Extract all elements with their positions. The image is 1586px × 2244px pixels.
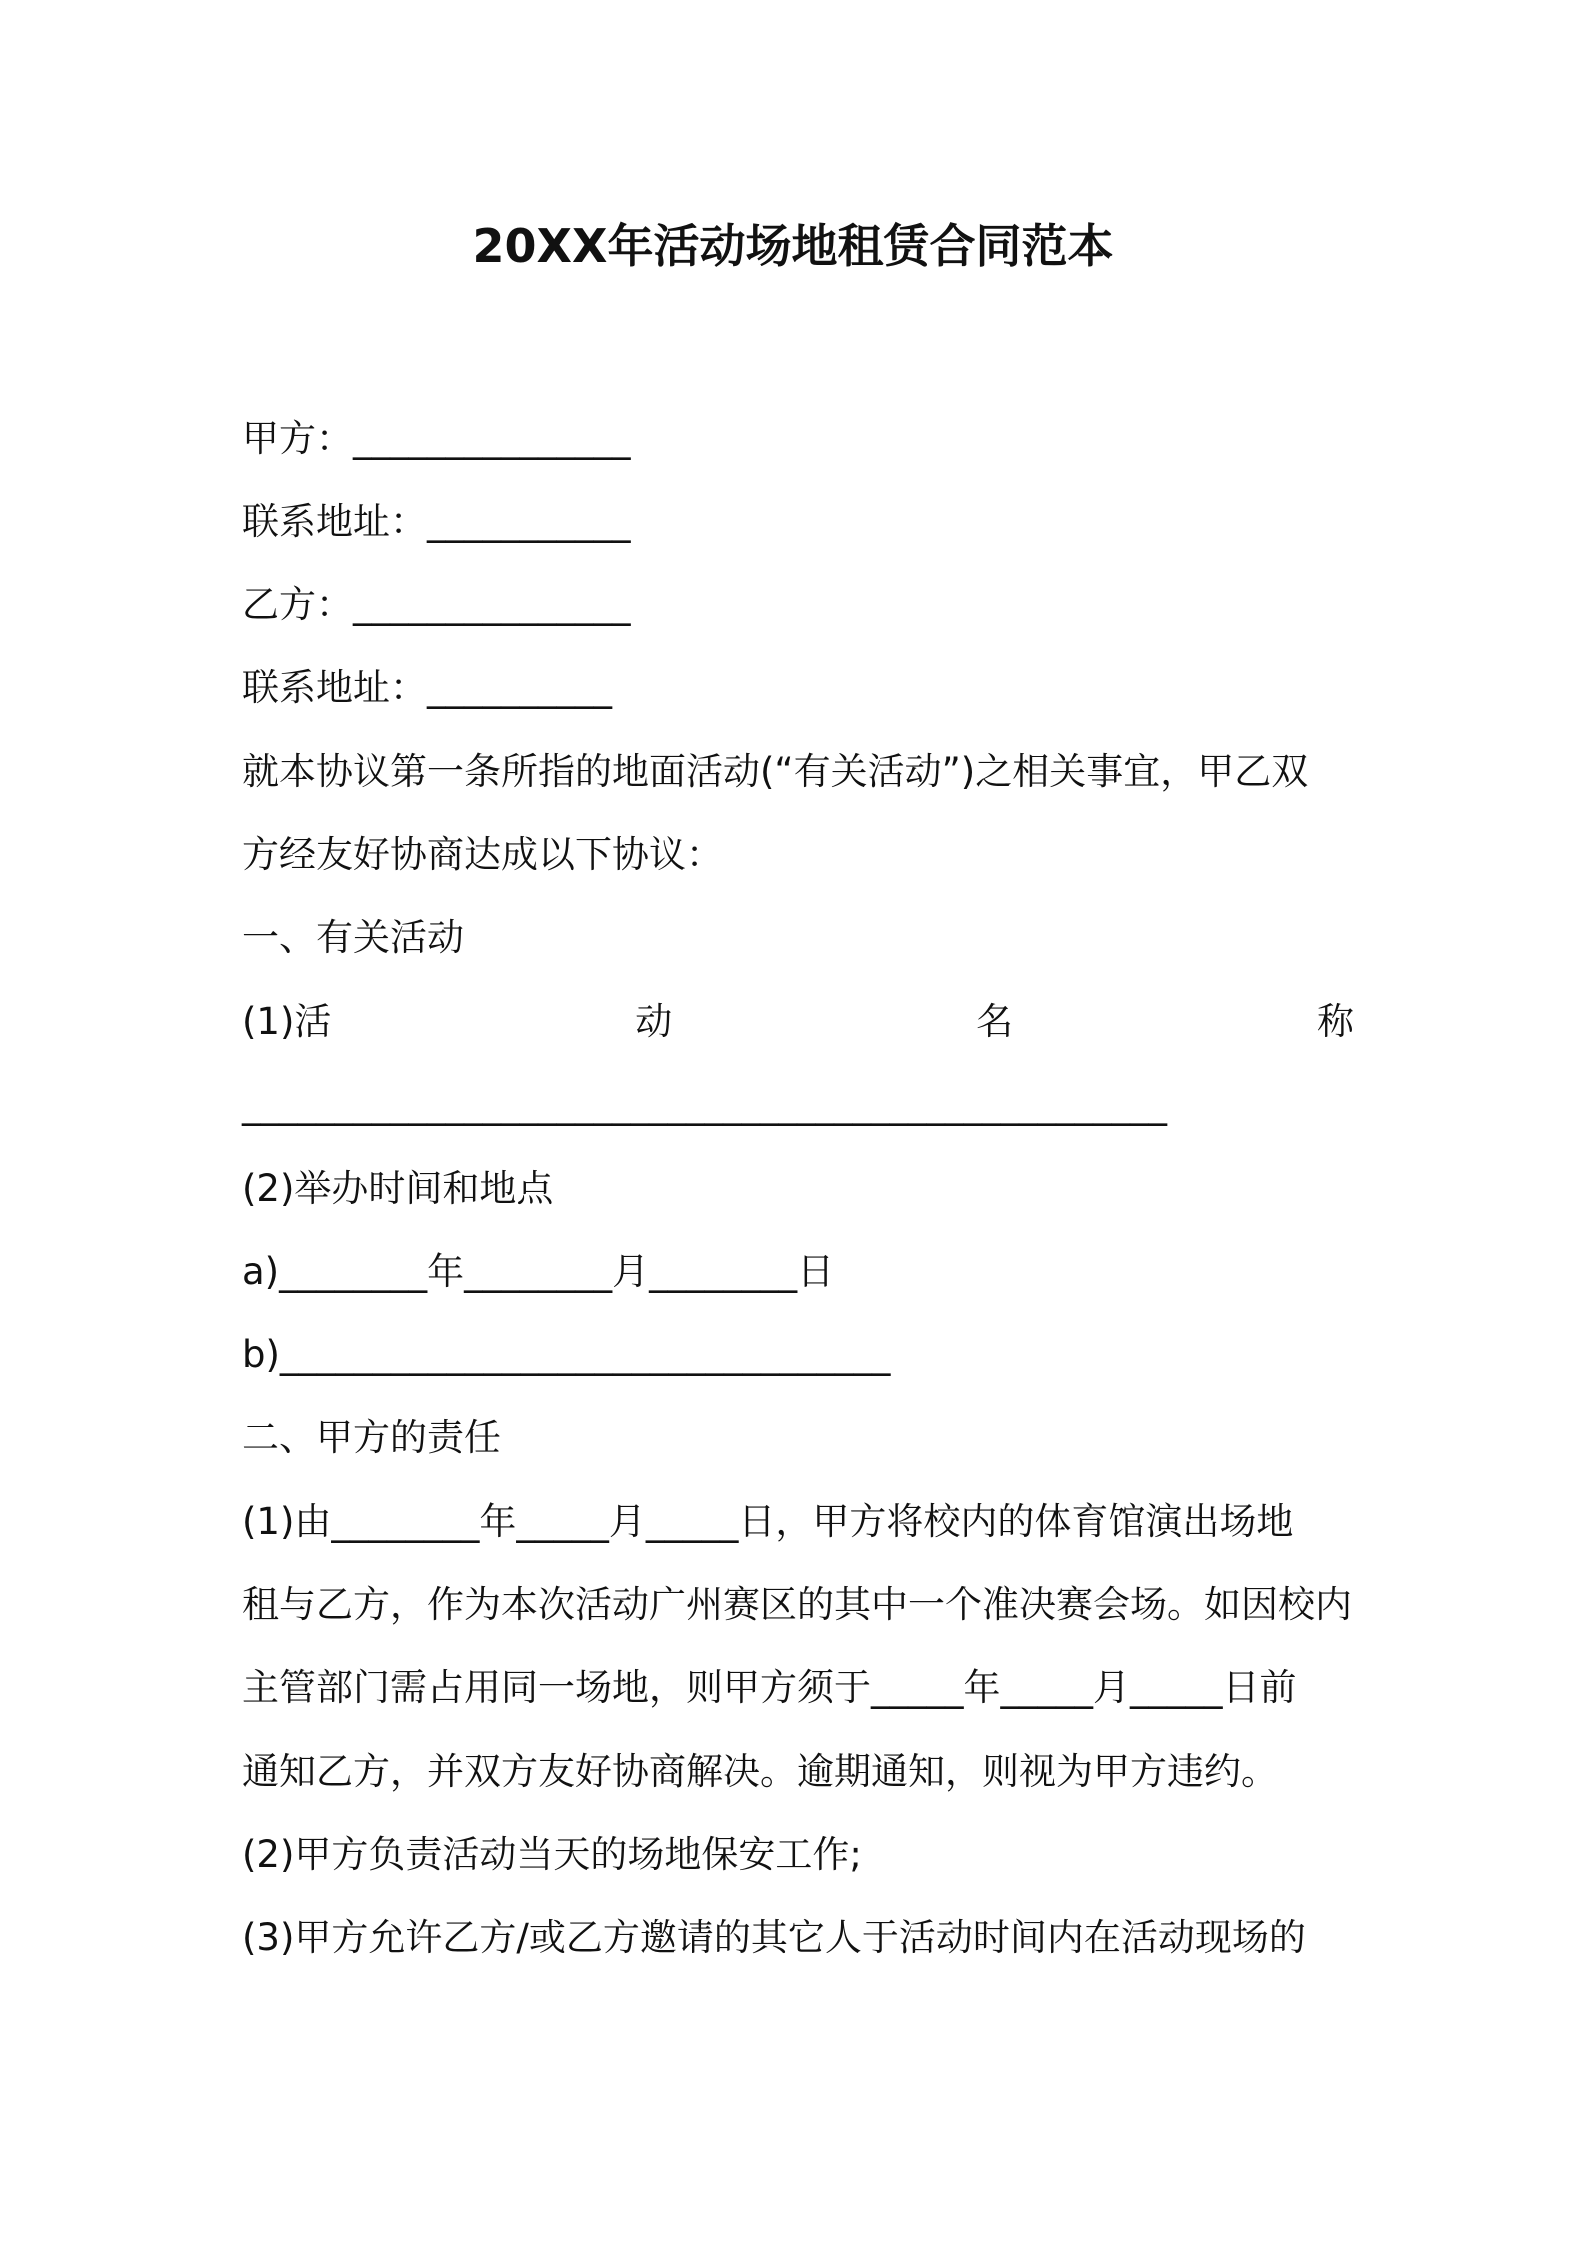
time-place-heading: (2)举办时间和地点 [242,1167,554,1210]
party-a-address-line: 联系地址：___________ [242,500,631,543]
party-a-line: 甲方：_______________ [242,417,631,460]
section-1-heading: 一、有关活动 [242,916,464,959]
party-b-address-line: 联系地址：__________ [242,666,612,709]
date-line: a)________年________月________日 [242,1250,835,1293]
party-b-line: 乙方：_______________ [242,583,631,626]
place-line: b)_________________________________ [242,1333,891,1376]
activity-name-row [242,996,1354,1048]
clause-1-line-2: 租与乙方，作为本次活动广州赛区的其中一个准决赛会场。如因校内 [242,1583,1352,1626]
activity-name-char-1: (1)活 [242,1000,332,1043]
preamble-line-1: 就本协议第一条所指的地面活动(“有关活动”)之相关事宜，甲乙双 [242,750,1309,793]
clause-1-line-3: 主管部门需占用同一场地，则甲方须于_____年_____月_____日前 [242,1666,1297,1709]
preamble-line-2: 方经友好协商达成以下协议： [242,833,723,876]
activity-name-char-4: 称 [1317,1000,1354,1043]
document-title: 20XX年活动场地租赁合同范本 [472,219,1114,273]
section-2-heading: 二、甲方的责任 [242,1416,501,1459]
clause-1-line-4: 通知乙方，并双方友好协商解决。逾期通知，则视为甲方违约。 [242,1750,1278,1793]
activity-name-char-2: 动 [635,1000,673,1043]
clause-3-line: (3)甲方允许乙方/或乙方邀请的其它人于活动时间内在活动现场的 [242,1916,1306,1959]
activity-name-blank: __________________________________________________ [242,1083,1167,1126]
clause-1-line-1: (1)由________年_____月_____日，甲方将校内的体育馆演出场地 [242,1500,1294,1543]
activity-name-char-3: 名 [976,1000,1014,1043]
clause-2-line: (2)甲方负责活动当天的场地保安工作; [242,1833,862,1876]
